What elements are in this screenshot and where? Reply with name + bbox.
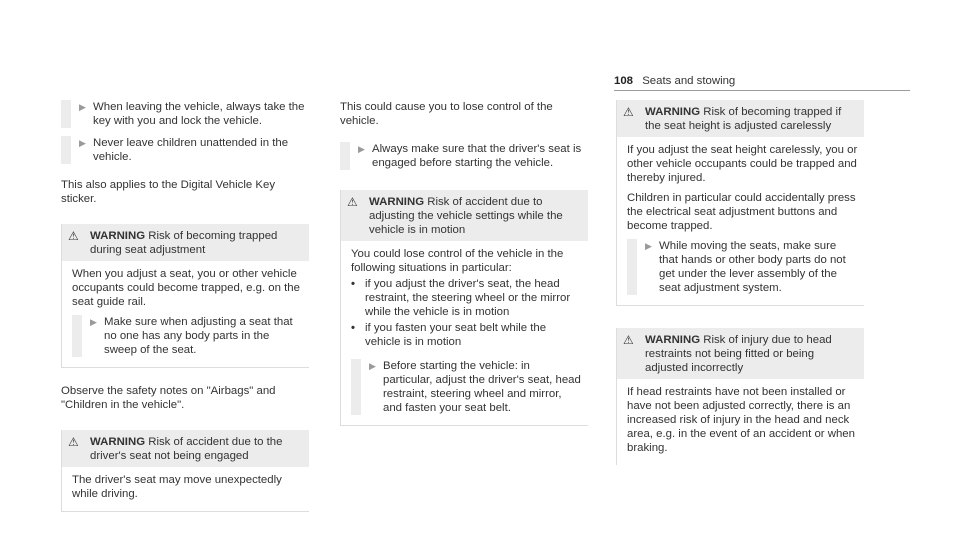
column-3: [616, 100, 864, 481]
warning-label: WARNING: [645, 106, 701, 118]
warning-icon: ⚠: [623, 333, 634, 347]
paragraph: Observe the safety notes on "Airbags" and "Children in the vehicle".: [61, 385, 276, 411]
arrow-icon: ▶: [79, 138, 86, 148]
warning-body: If you adjust the seat height carelessly, you or other vehicle occupants could be trapped and thereby injured.: [627, 144, 858, 184]
warning-title: Risk of becoming trapped if the seat height is adjusted carelessly: [645, 106, 842, 132]
arrow-icon: ▶: [79, 102, 86, 112]
arrow-icon: ▶: [369, 361, 376, 371]
warning-title: Risk of injury due to head restraints not being fitted or being adjusted incorrectly: [645, 334, 832, 374]
arrow-icon: ▶: [358, 144, 365, 154]
warning-box: [616, 100, 864, 306]
list-item: • if you fasten your seat belt while the vehicle is in motion: [351, 322, 547, 348]
warning-title: Risk of becoming trapped during seat adjustment: [90, 230, 278, 256]
bullet-icon: •: [351, 322, 355, 334]
warning-label: WARNING: [369, 196, 425, 208]
instruction-step: ▶ While moving the seats, make sure that hands or other body parts do not get under the lever assembly of the seat adjustment system.: [627, 239, 858, 295]
list-item: • if you adjust the driver's seat, the head restraint, the steering wheel or the mirror while the vehicle is in motion: [351, 278, 571, 318]
warning-icon: ⚠: [68, 229, 79, 243]
instruction-step: ▶ When leaving the vehicle, always take the key with you and lock the vehicle.: [61, 100, 309, 128]
warning-label: WARNING: [90, 230, 146, 242]
warning-body: When you adjust a seat, you or other vehicle occupants could become trapped, e.g. on the seat guide rail.: [72, 268, 300, 308]
column-2: [340, 100, 588, 442]
column-1: [61, 100, 309, 528]
arrow-icon: ▶: [645, 241, 652, 251]
instruction-step: ▶ Never leave children unattended in the vehicle.: [61, 136, 309, 164]
paragraph: This could cause you to lose control of the vehicle.: [340, 101, 553, 127]
paragraph: This also applies to the Digital Vehicle Key sticker.: [61, 179, 276, 205]
warning-title: Risk of accident due to adjusting the vehicle settings while the vehicle is in motion: [369, 196, 563, 236]
warning-box: [340, 190, 588, 426]
warning-icon: ⚠: [347, 195, 358, 209]
warning-icon: ⚠: [68, 435, 79, 449]
bullet-icon: •: [351, 278, 355, 290]
warning-box: [616, 328, 864, 465]
warning-body: The driver's seat may move unexpectedly while driving.: [72, 474, 282, 500]
instruction-step: ▶ Make sure when adjusting a seat that no one has any body parts in the sweep of the seat.: [72, 315, 303, 357]
warning-body: You could lose control of the vehicle in the following situations in particular:: [351, 248, 564, 274]
warning-box: [61, 430, 309, 512]
warning-title: Risk of accident due to the driver's seat not being engaged: [90, 436, 283, 462]
warning-body: If head restraints have not been installed or have not been adjusted correctly, there is an increased risk of injury in the head and neck area, e.g. in the event of an accident or when braking.: [627, 386, 855, 454]
warning-label: WARNING: [90, 436, 146, 448]
page-header: [614, 74, 914, 88]
warning-body: Children in particular could accidentally press the electrical seat adjustment buttons and become trapped.: [627, 192, 856, 232]
arrow-icon: ▶: [90, 317, 97, 327]
instruction-step: ▶ Before starting the vehicle: in particular, adjust the driver's seat, head restraint, steering wheel and mirror, and fasten your seat belt.: [351, 359, 582, 415]
warning-box: [61, 224, 309, 368]
warning-label: WARNING: [645, 334, 701, 346]
warning-icon: ⚠: [623, 105, 634, 119]
section-title: Seats and stowing: [642, 75, 736, 87]
instruction-step: ▶ Always make sure that the driver's seat is engaged before starting the vehicle.: [340, 142, 588, 170]
page-number: 108: [614, 75, 634, 87]
header-rule: [614, 90, 910, 91]
